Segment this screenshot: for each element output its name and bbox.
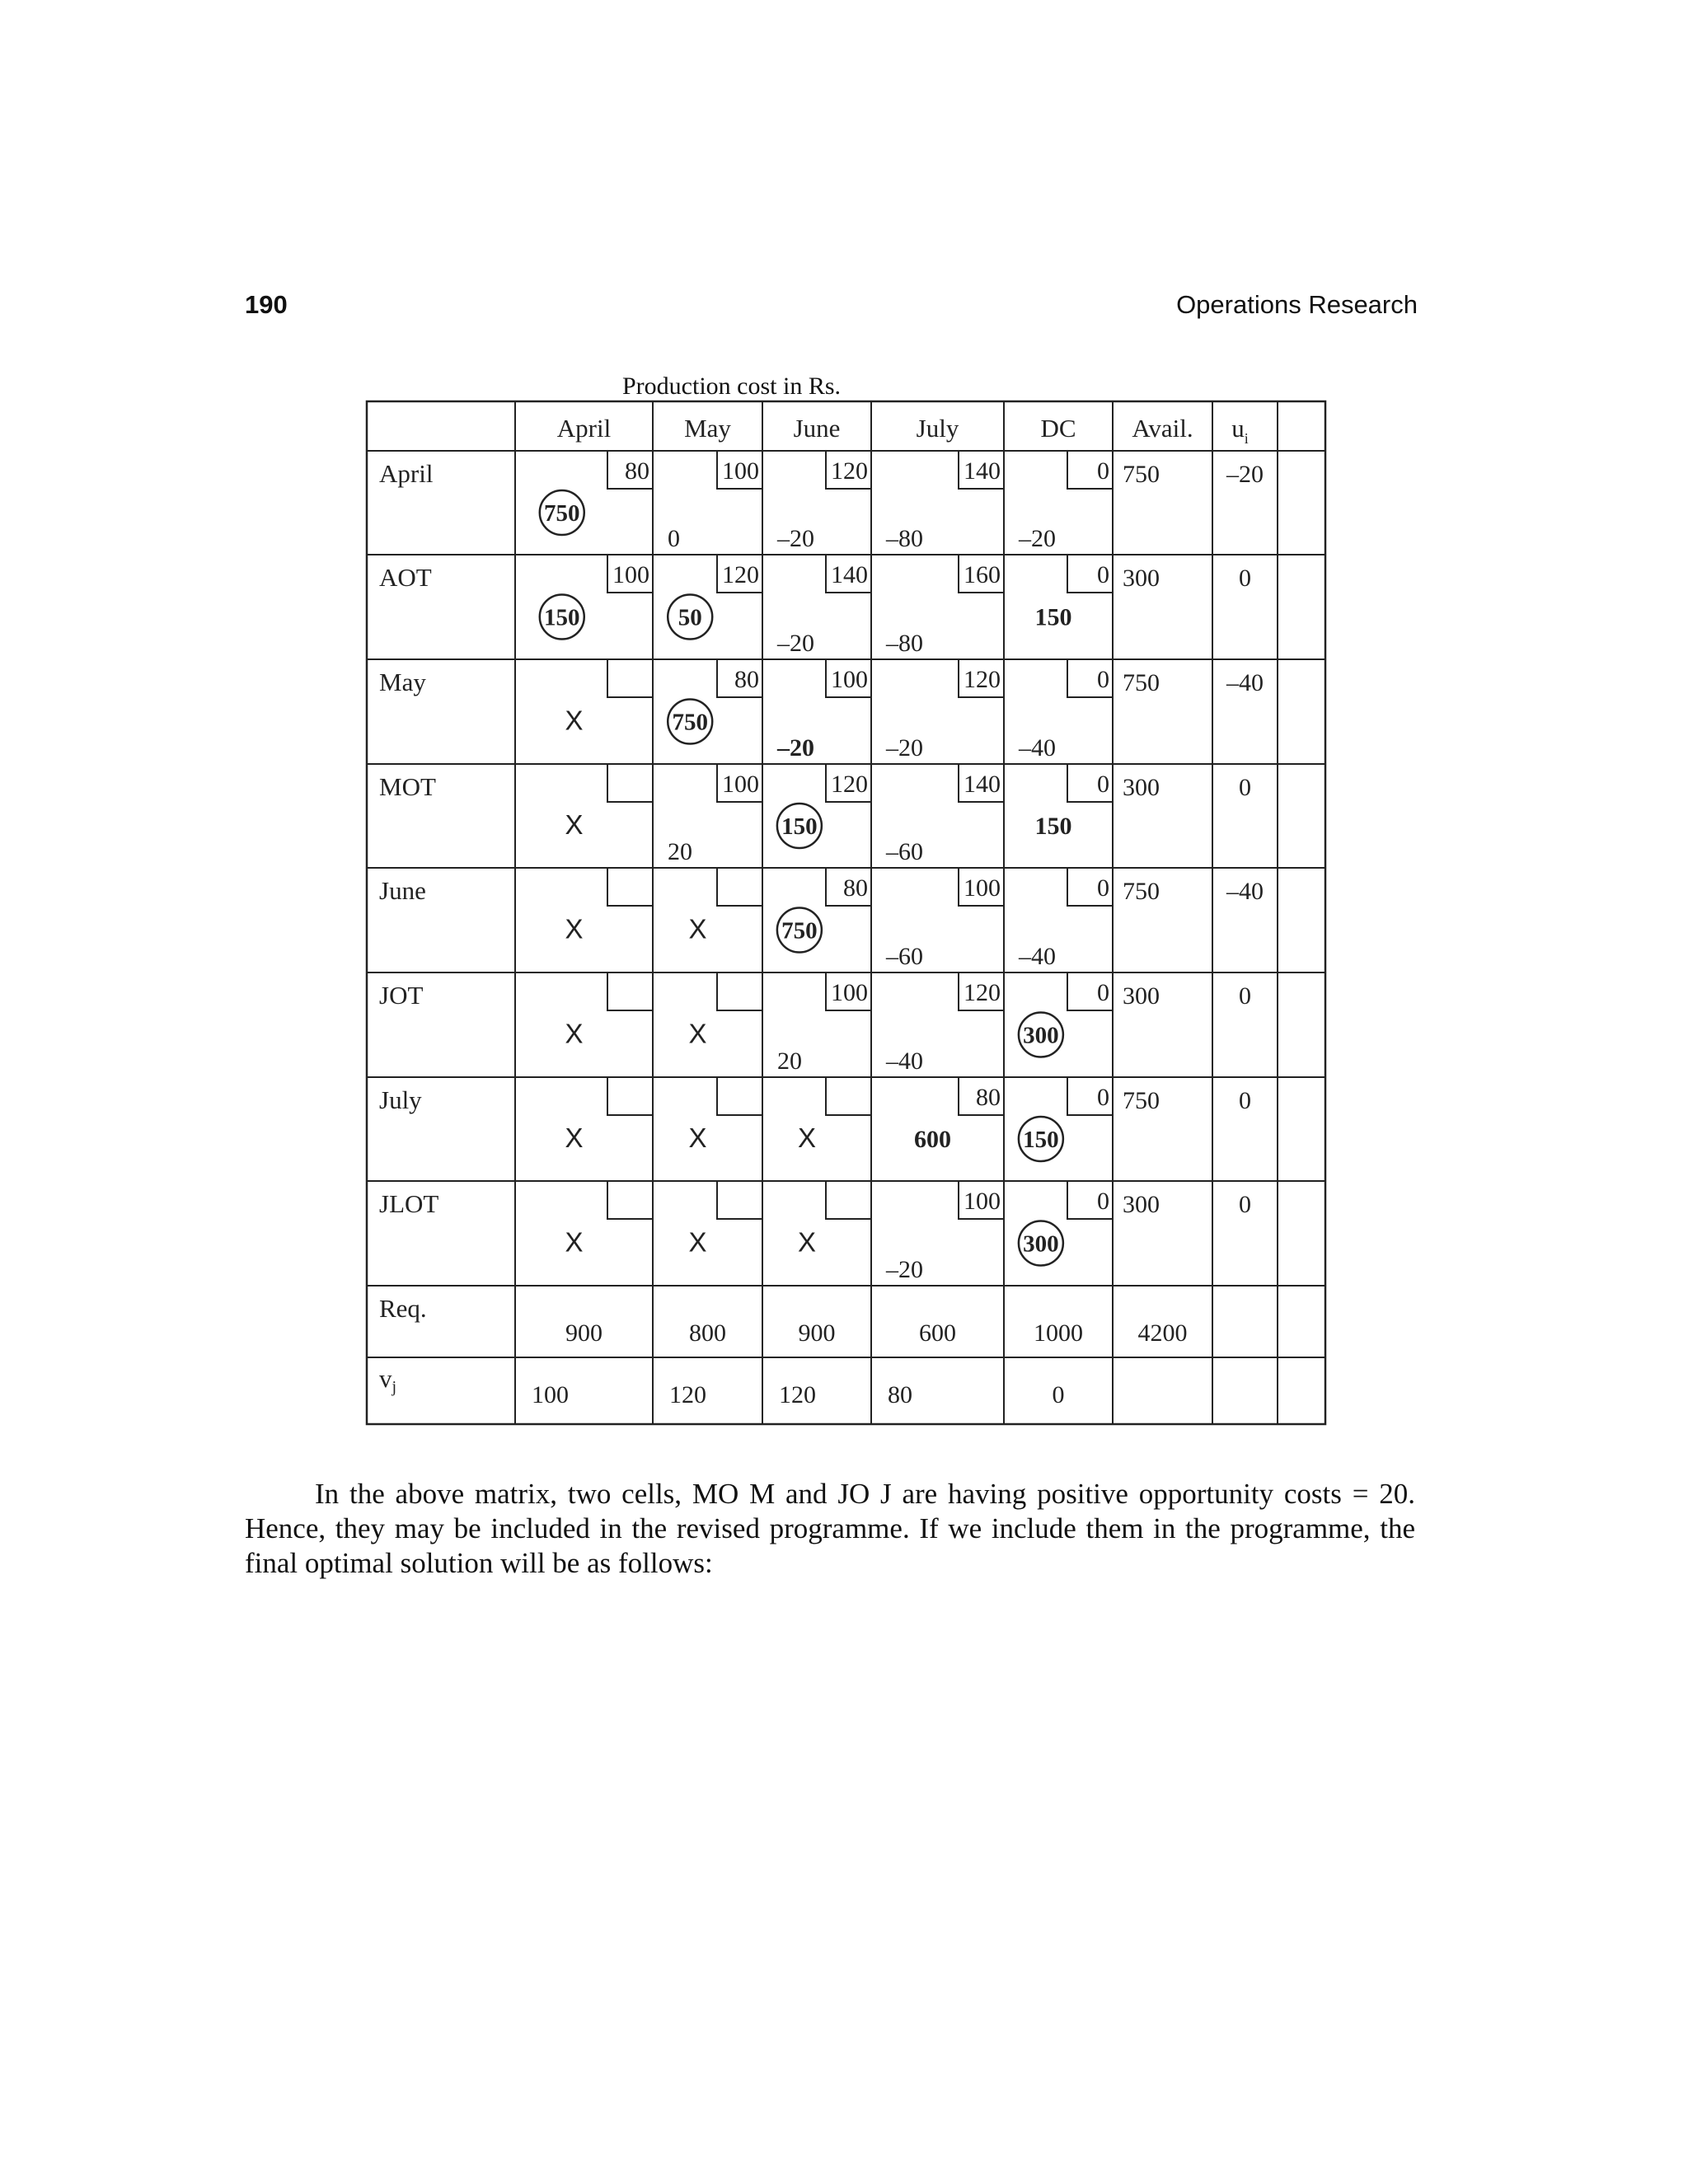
- row-label: JLOT: [379, 1189, 439, 1218]
- availability-value: 300: [1123, 1191, 1160, 1218]
- row-label: JOT: [379, 981, 424, 1010]
- row-label: MOT: [379, 772, 436, 801]
- availability-value: 750: [1123, 669, 1160, 696]
- allocation-value: 300: [1023, 1022, 1059, 1049]
- unit-cost: 100: [612, 561, 649, 588]
- opportunity-cost: –80: [886, 630, 923, 657]
- column-header-ui: $u_i$: [1231, 414, 1249, 447]
- unit-cost: 100: [722, 457, 759, 485]
- opportunity-cost: –20: [1019, 525, 1056, 552]
- opportunity-cost: 0: [668, 525, 680, 552]
- cost-box: [607, 659, 653, 697]
- u-value: 0: [1239, 1087, 1251, 1114]
- req-label: Req.: [379, 1294, 427, 1323]
- row-label: July: [379, 1085, 422, 1114]
- blocked-cell-mark: X: [797, 1122, 817, 1153]
- unallocated-quantity: 150: [1034, 813, 1072, 840]
- unallocated-quantity: 600: [914, 1126, 951, 1153]
- requirement-value: 900: [565, 1319, 603, 1347]
- unit-cost: 120: [964, 666, 1001, 693]
- availability-value: 300: [1123, 565, 1160, 592]
- unit-cost: 140: [964, 771, 1001, 798]
- unit-cost: 0: [1097, 457, 1109, 485]
- cost-box: [826, 1077, 871, 1115]
- opportunity-cost: –20: [886, 734, 923, 762]
- availability-value: 300: [1123, 774, 1160, 801]
- cost-box: [717, 868, 762, 906]
- requirement-value: 800: [689, 1319, 726, 1347]
- opportunity-cost: –60: [886, 838, 923, 865]
- table-caption: Production cost in Rs.: [622, 373, 842, 400]
- unit-cost: 0: [1097, 666, 1109, 693]
- running-header-title: Operations Research: [1176, 290, 1418, 319]
- row-label: June: [379, 876, 426, 905]
- blocked-cell-mark: X: [688, 1122, 707, 1153]
- allocation-value: 750: [672, 709, 708, 736]
- unit-cost: 0: [1097, 1188, 1109, 1215]
- opportunity-cost: –40: [1019, 734, 1056, 762]
- blocked-cell-mark: X: [565, 1018, 584, 1049]
- u-value: 0: [1239, 1191, 1251, 1218]
- opportunity-cost: –40: [886, 1047, 923, 1075]
- blocked-cell-mark: X: [565, 913, 584, 944]
- opportunity-cost: –20: [777, 630, 814, 657]
- vj-value: 80: [888, 1381, 912, 1408]
- u-value: 0: [1239, 565, 1251, 592]
- unit-cost: 100: [964, 874, 1001, 902]
- opportunity-cost: –20: [777, 734, 814, 762]
- unit-cost: 0: [1097, 874, 1109, 902]
- requirement-value: 4200: [1137, 1319, 1188, 1347]
- allocation-value: 750: [544, 500, 580, 527]
- opportunity-cost: –80: [886, 525, 923, 552]
- u-value: –40: [1226, 878, 1264, 905]
- vj-label: vj: [379, 1364, 397, 1396]
- row-label: AOT: [379, 563, 432, 592]
- cost-box: [717, 1077, 762, 1115]
- u-value: –40: [1226, 669, 1264, 696]
- cost-box: [607, 1077, 653, 1115]
- unit-cost: 0: [1097, 1084, 1109, 1111]
- unit-cost: 120: [722, 561, 759, 588]
- row-label: April: [379, 459, 434, 488]
- unit-cost: 160: [964, 561, 1001, 588]
- unit-cost: 100: [964, 1188, 1001, 1215]
- allocation-value: 150: [781, 813, 818, 840]
- cost-box: [717, 972, 762, 1010]
- blocked-cell-mark: X: [688, 913, 707, 944]
- opportunity-cost: 20: [668, 838, 692, 865]
- unit-cost: 80: [734, 666, 759, 693]
- cost-box: [717, 1181, 762, 1219]
- blocked-cell-mark: X: [565, 705, 584, 736]
- unit-cost: 100: [722, 771, 759, 798]
- column-header: July: [916, 414, 959, 443]
- availability-value: 750: [1123, 461, 1160, 488]
- unit-cost: 140: [831, 561, 868, 588]
- blocked-cell-mark: X: [565, 809, 584, 840]
- unit-cost: 120: [831, 771, 868, 798]
- unit-cost: 120: [831, 457, 868, 485]
- allocation-value: 150: [1023, 1127, 1059, 1153]
- blocked-cell-mark: X: [565, 1226, 584, 1258]
- unit-cost: 120: [964, 979, 1001, 1006]
- column-header: Avail.: [1132, 414, 1193, 443]
- allocation-value: 750: [781, 917, 818, 944]
- blocked-cell-mark: X: [797, 1226, 817, 1258]
- u-value: 0: [1239, 774, 1251, 801]
- vj-value: 120: [669, 1381, 706, 1408]
- cost-box: [607, 868, 653, 906]
- allocation-value: 150: [544, 604, 580, 631]
- availability-value: 750: [1123, 878, 1160, 905]
- vj-value: 120: [779, 1381, 816, 1408]
- cost-box: [607, 764, 653, 802]
- unit-cost: 140: [964, 457, 1001, 485]
- cost-box: [607, 1181, 653, 1219]
- u-value: 0: [1239, 982, 1251, 1010]
- unallocated-quantity: 150: [1034, 603, 1072, 631]
- allocation-value: 50: [678, 604, 702, 631]
- column-header: April: [556, 414, 612, 443]
- opportunity-cost: –60: [886, 943, 923, 970]
- cost-box: [607, 972, 653, 1010]
- cost-box: [826, 1181, 871, 1219]
- blocked-cell-mark: X: [565, 1122, 584, 1153]
- unit-cost: 80: [625, 457, 649, 485]
- requirement-value: 900: [798, 1319, 836, 1347]
- unit-cost: 0: [1097, 771, 1109, 798]
- unit-cost: 100: [831, 979, 868, 1006]
- u-value: –20: [1226, 461, 1264, 488]
- vj-value: 100: [532, 1381, 569, 1408]
- blocked-cell-mark: X: [688, 1018, 707, 1049]
- vj-value: 0: [1052, 1381, 1065, 1408]
- column-header: June: [793, 414, 841, 443]
- blocked-cell-mark: X: [688, 1226, 707, 1258]
- opportunity-cost: –40: [1019, 943, 1056, 970]
- column-header: May: [684, 414, 731, 443]
- opportunity-cost: 20: [777, 1047, 802, 1075]
- unit-cost: 0: [1097, 561, 1109, 588]
- unit-cost: 100: [831, 666, 868, 693]
- body-paragraph: In the above matrix, two cells, MO M and JO J are having positive opportunity costs = 20. Hence, they may be included in the revised programme. If we include them in the programme, the final optimal solution will be as follows:: [245, 1478, 1415, 1579]
- column-header: DC: [1040, 414, 1076, 443]
- page-number: 190: [245, 290, 288, 319]
- row-label: May: [379, 668, 426, 696]
- requirement-value: 1000: [1034, 1319, 1083, 1347]
- unit-cost: 80: [976, 1084, 1001, 1111]
- requirement-value: 600: [919, 1319, 956, 1347]
- availability-value: 750: [1123, 1087, 1160, 1114]
- unit-cost: 0: [1097, 979, 1109, 1006]
- opportunity-cost: –20: [777, 525, 814, 552]
- unit-cost: 80: [843, 874, 868, 902]
- availability-value: 300: [1123, 982, 1160, 1010]
- allocation-value: 300: [1023, 1230, 1059, 1258]
- opportunity-cost: –20: [886, 1256, 923, 1283]
